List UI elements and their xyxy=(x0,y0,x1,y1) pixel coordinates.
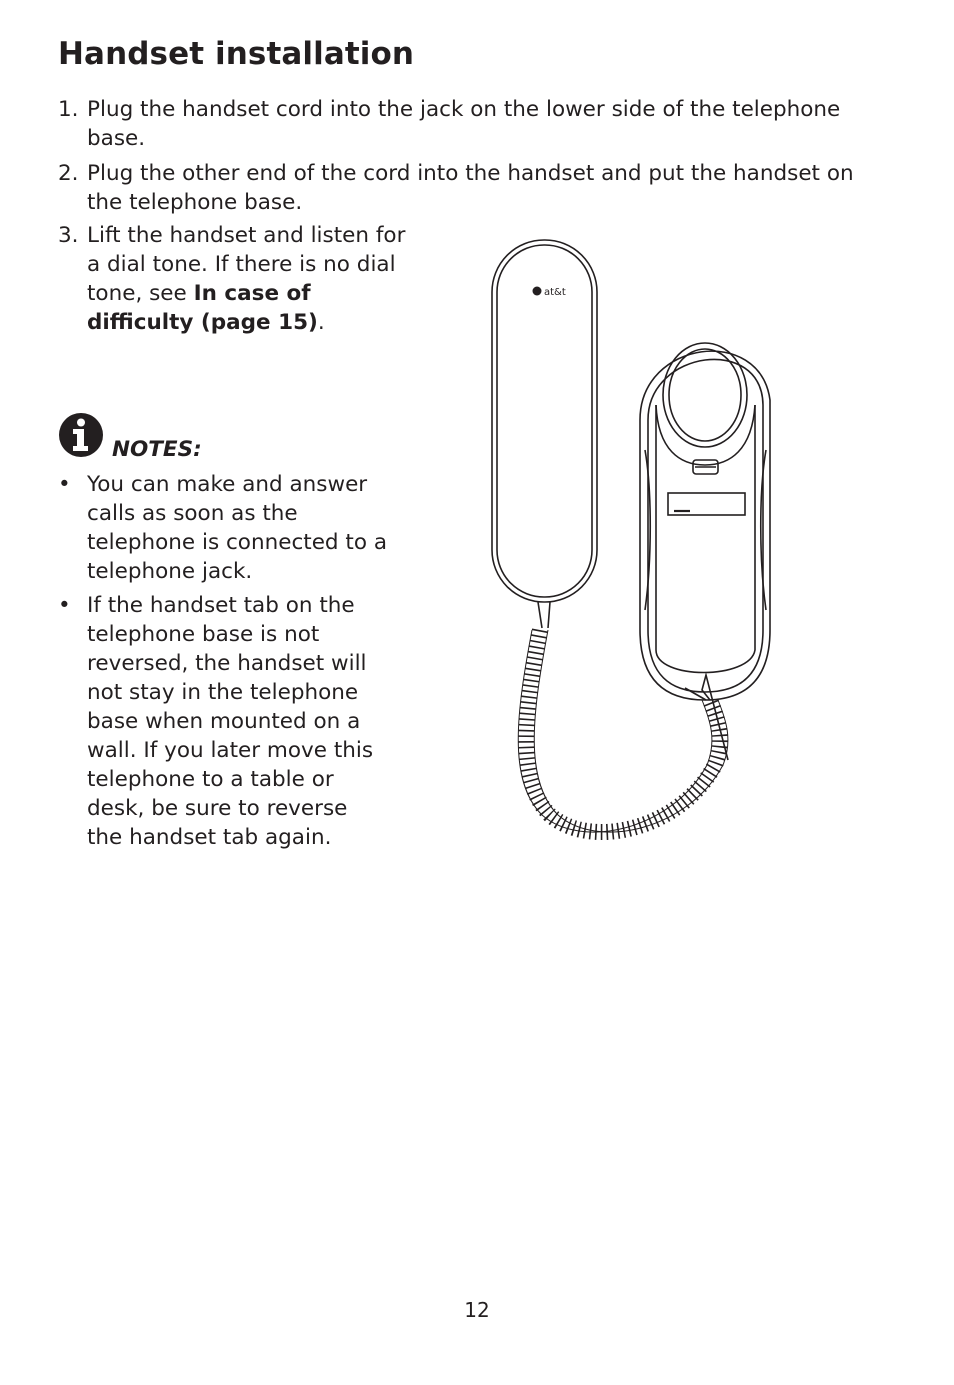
handset-brand: at&t xyxy=(544,287,566,298)
step-text: Lift the handset and listen for a dial tone. If there is no dial tone, see In case of difficulty (page 15). xyxy=(87,223,406,335)
step-text: Plug the handset cord into the jack on the lower side of the telephone base. xyxy=(87,97,841,151)
page-title: Handset installation xyxy=(58,36,415,72)
bullet-icon: • xyxy=(58,593,71,618)
page-number: 12 xyxy=(464,1298,490,1322)
step-2 xyxy=(58,159,888,217)
step-number: 2. xyxy=(58,161,79,186)
step-1 xyxy=(58,95,888,153)
brand-logo-icon xyxy=(533,287,542,296)
step-number: 1. xyxy=(58,97,79,122)
bullet-icon: • xyxy=(58,472,71,497)
step-3 xyxy=(58,221,423,337)
note-item: • If the handset tab on the telephone base is not reversed, the handset will not stay in the telephone base when mounted on a wall. If you later move this telephone to a table or desk, be sure to reverse the handset tab again. xyxy=(58,593,374,850)
notes-label: NOTES: xyxy=(112,437,202,462)
note-item: • You can make and answer calls as soon as the telephone is connected to a telephone jack. xyxy=(58,472,387,584)
step-text: Plug the other end of the cord into the handset and put the handset on the telephone base. xyxy=(87,161,854,215)
telephone-illustration xyxy=(480,230,790,860)
cross-reference: In case of difficulty (page 15) xyxy=(87,281,318,335)
info-icon xyxy=(58,412,104,458)
notes-header xyxy=(58,412,202,464)
step-number: 3. xyxy=(58,223,79,248)
